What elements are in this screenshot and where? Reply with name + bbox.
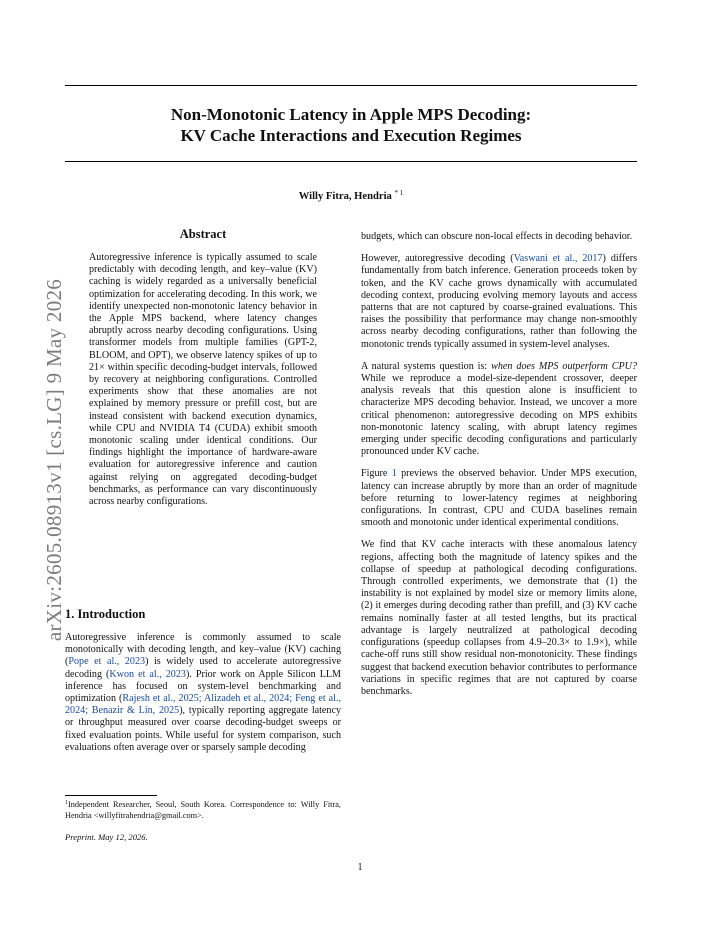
title-line-2: KV Cache Interactions and Execution Regimes [180, 126, 522, 145]
section-heading-introduction: 1. Introduction [65, 607, 146, 621]
citation-link[interactable]: Kwon et al., 2023 [109, 668, 186, 680]
title-bottom-rule [65, 161, 637, 162]
footnote [65, 798, 341, 821]
preprint-notice: Preprint. May 12, 2026. [65, 832, 148, 842]
author-list [65, 189, 637, 202]
text-run: previews the observed behavior. Under MPS execution, latency can increase abruptly by more than an order of magnitude before returning to lower-latency regimes at neighboring configurations. In contrast, CPU and CUDA baselines remain smooth and monotonic under identical experimental conditions. [361, 468, 637, 529]
text-run: A natural systems question is: [361, 360, 492, 372]
arxiv-identifier: arXiv:2605.08913v1 [cs.LG] 9 May 2026 [42, 278, 66, 642]
right-paragraph-0: budgets, which can obscure non-local effects in decoding behavior. [361, 231, 633, 242]
text-run: ) differs fundamentally from batch inference. Generation proceeds token by token, and the KV cache grows dynamically with accumulated decoding context, producing evolving memory layouts and access patterns that are not captured by coarse-grained evaluations. This raises the possibility that performance may change non-smoothly across nearby decoding configurations, rather than following the monotonic trends typically assumed in system-level analyses. [361, 253, 637, 350]
text-run: ) is widely used to accelerate autoregressive decoding ( [65, 656, 341, 680]
citation-link[interactable]: Pope et al., 2023 [68, 656, 146, 668]
citation-link[interactable]: Vaswani et al., 2017 [513, 253, 603, 265]
paper-title [65, 104, 637, 146]
footnote-rule [65, 795, 157, 796]
text-run: While we reproduce a model-size-dependent crossover, deeper analysis reveals that this question alone is insufficient to characterize MPS decoding behavior. Instead, we uncover a more critical phenomenon: autoregressive decoding on MPS exhibits non-monotonic latency scaling, with abrupt latency regimes emerging under specific decoding configurations and particularly pronounced under KV cache. [361, 373, 637, 458]
introduction-paragraph-1 [65, 632, 341, 754]
text-run: Figure [361, 468, 392, 480]
author-names: Willy Fitra, Hendria [298, 191, 392, 202]
abstract-text: Autoregressive inference is typically assumed to scale predictably with decoding length, and key–value (KV) caching is widely regarded as a universally beneficial optimization for accelerating decoding. In this work, we identify unexpected non-monotonic latency behavior in the Apple MPS backend, where latency changes abruptly across nearby decoding configurations. Using transformer models from multiple families (GPT-2, BLOOM, and OPT), we observe latency spikes of up to 21× within specific decoding-budget intervals, followed by recovery at neighboring configurations. Controlled experiments show that these anomalies are not explained by memory pressure or prefill cost, but are instead consistent with backend execution dynamics, while CPU and NVIDIA T4 (CUDA) exhibit smooth monotonic scaling under identical conditions. Our findings highlight the importance of hardware-aware evaluation for autoregressive inference and caution against relying on aggregated decoding-budget benchmarks, as performance can vary discontinuously across nearby configurations. [89, 252, 317, 508]
citation-link[interactable]: Rajesh et al., 2025; Alizadeh et al., 2024; Feng et al., 2024; Benazir & Lin, 2025 [65, 693, 341, 717]
right-column [361, 231, 637, 708]
footnote-text: Independent Researcher, Seoul, South Korea. Correspondence to: Willy Fitra, Hendria <willyfitrahendria@gmail.com>. [65, 800, 341, 820]
author-affiliation-marks: * 1 [394, 189, 404, 197]
text-run: Autoregressive inference is commonly assumed to scale monotonically with decoding length, and key–value (KV) caching ( [65, 632, 341, 668]
text-run: ). Prior work on Apple Silicon LLM inference has focused on system-level benchmarking and optimization ( [65, 668, 341, 705]
text-run: However, autoregressive decoding ( [361, 253, 514, 265]
page-number: 1 [357, 862, 363, 873]
text-run: ), typically reporting aggregate latency or throughput measured over coarse decoding-budget sweeps or fixed evaluation points. While useful for system comparison, such evaluations often average over or sparsely sample decoding [65, 705, 341, 753]
title-top-rule [65, 85, 637, 86]
title-line-1: Non-Monotonic Latency in Apple MPS Decoding: [170, 105, 532, 124]
emphasis-text: when does MPS outperform CPU? [491, 360, 637, 372]
right-paragraph-1 [361, 253, 637, 351]
figure-reference-link[interactable]: 1 [391, 468, 397, 480]
introduction-body [65, 632, 341, 754]
footnote-mark: 1 [65, 800, 68, 806]
right-paragraph-3 [361, 468, 637, 529]
abstract-body [89, 252, 317, 508]
right-paragraph-2 [361, 361, 637, 459]
right-paragraph-4: We find that KV cache interacts with these anomalous latency regions, affecting both the magnitude of latency spikes and the collapse of speedup at pathological decoding configurations. Through controlled experiments, we demonstrate that (1) the instability is not explained by model size or memory limits alone, (2) it emerges during decoding rather than prefill, and (3) KV cache remains nominally faster at all tested lengths, but its practical advantage is largely neutralized at pathological decoding configurations (speedup collapses from 4.9–20.3× to 1.9×), while cache-off runs still show residual non-monotonicity. These findings suggest that backend execution behavior contributes to performance variations in specific regimes that are not captured by coarse benchmarks. [361, 539, 637, 697]
abstract-heading: Abstract [179, 227, 227, 241]
